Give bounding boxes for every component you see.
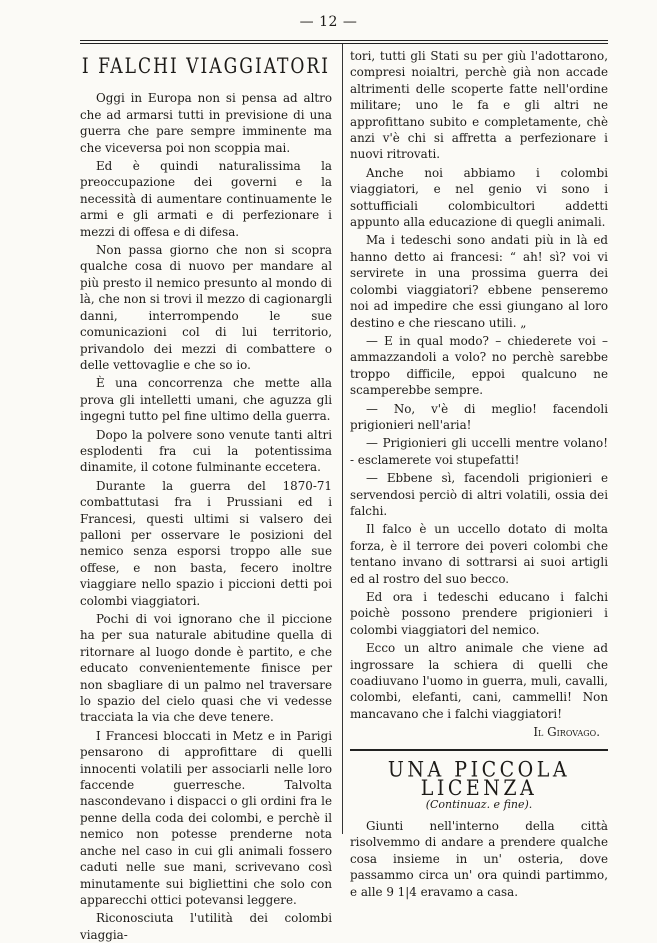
paragraph: I Francesi bloccati in Metz e in Parigi pensarono di approfittare di quelli innocenti volatili per associarli nelle loro faccende guerresche. Talvolta nascondevano i dispacci o gli ordini fra le penne della coda dei colombi, e perchè il nemico non potesse prenderne nota anche nel caso in cui gli animali fossero caduti nelle sue mani, scrivevano così minutamente sui bigliettini che solo con apparecchi ottici potevansi leggere.: [80, 728, 332, 907]
paragraph: Ecco un altro animale che viene ad ingrossare la schiera di quelli che coadiuvano l'uomo in guerra, muli, cavalli, colombi, elefanti, cani, cammelli! Non mancavano che i falchi viaggiatori!: [350, 641, 608, 721]
paragraph: Oggi in Europa non si pensa ad altro che ad armarsi tutti in previsione di una guerra che pare sempre imminente ma che viceversa poi non scoppia mai.: [80, 91, 332, 155]
paragraph: Ed ora i tedeschi educano i falchi poichè possono prendere prigionieri i colombi viaggiatori del nemico.: [350, 590, 608, 637]
paragraph: — Ebbene sì, facendoli prigionieri e servendosi perciò di altri volatili, ossia dei falchi.: [350, 471, 608, 518]
paragraph: Ma i tedeschi sono andati più in là ed hanno detto ai francesi: “ ah! sì? voi vi servirete in una prossima guerra dei colombi viaggiatori? ebbene penseremo noi ad impedire che essi giungano al loro destino e che riescano utili. „: [350, 233, 608, 330]
paragraph: Durante la guerra del 1870-71 combattutasi fra i Prussiani ed i Francesi, questi ultimi si valsero dei palloni per osservare le posizioni del nemico senza esporsi troppo alle sue offese, e non basta, fecero inoltre viaggiare nello spazio i piccioni detti poi colombi viaggiatori.: [80, 478, 332, 608]
article2-subtitle: (Continuaz. e fine).: [425, 798, 533, 812]
page-number: — 12 —: [299, 14, 358, 30]
paragraph: Anche noi abbiamo i colombi viaggiatori, e nel genio vi sono i sottufficiali colombicultori addetti appunto alla educazione di quegli animali.: [350, 165, 608, 230]
paragraph: È una concorrenza che mette alla prova gli intelletti umani, che aguzza gli ingegni tutto pel fine ultimo della guerra.: [80, 376, 332, 424]
paragraph: Riconosciuta l'utilità dei colombi viaggia-: [80, 911, 332, 942]
section-rule: [350, 749, 608, 751]
paragraph: tori, tutti gli Stati su per giù l'adottarono, compresi noialtri, perchè già non accade altrimenti delle scoperte fatte nell'ordine militare; uno le fa e gli altri ne approfittano subito e completamente, chè anzi v'è chi si affretta a perfezionare i nuovi ritrovati.: [350, 49, 608, 162]
paragraph: — Prigionieri gli uccelli mentre volano! - esclamerete voi stupefatti!: [350, 436, 608, 467]
paragraph: Giunti nell'interno della città risolvemmo di andare a prendere qualche cosa insieme in un' osteria, dove passammo circa un' ora quindi partimmo, e alle 9 1|4 eravamo a casa.: [350, 818, 608, 899]
right-column: [350, 48, 608, 900]
left-column: [80, 48, 332, 943]
article2-title: UNA PICCOLA LICENZA: [387, 756, 571, 801]
paragraph: Ed è quindi naturalissima la preoccupazione dei governi e la necessità di aumentare continuamente le armi e gli armati e di perfezionare i mezzi di offesa e di difesa.: [80, 159, 332, 239]
paragraph: Pochi di voi ignorano che il piccione ha per sua naturale abitudine quella di ritornare al luogo donde è partito, e che educato convenientemente finisce per non sbagliare di un palmo nel traversare lo spazio del cielo quasi che vi vedesse tracciata la via che deve tenere.: [80, 612, 332, 725]
paragraph: — E in qual modo? – chiederete voi – ammazzandoli a volo? no perchè sarebbe troppo difficile, eppoi qualcuno ne scamperebbe sempre.: [350, 333, 608, 398]
paragraph: — No, v'è di meglio! facendoli prigionieri nell'aria!: [350, 401, 608, 432]
article-title: I FALCHI VIAGGIATORI: [81, 53, 331, 79]
paragraph: Non passa giorno che non si scopra qualche cosa di nuovo per mandare al più presto il nemico presunto al mondo di là, che non si trovi il mezzo di cagionargli danni, interrompendo le sue comunicazioni col di lui territorio, privandolo dei mezzi di combattere o delle vettovaglie e che so io.: [80, 243, 332, 372]
top-rule: [80, 40, 608, 44]
paragraph: Il falco è un uccello dotato di molta forza, è il terrore dei poveri colombi che tentano invano di sottrarsi ai suoi artigli ed al rostro del suo becco.: [350, 522, 608, 586]
column-divider: [342, 44, 343, 834]
paragraph: Dopo la polvere sono venute tanti altri esplodenti fra cui la potentissima dinamite, il cotone fulminante eccetera.: [80, 427, 332, 475]
article-signature: Il Girovago.: [533, 725, 600, 740]
